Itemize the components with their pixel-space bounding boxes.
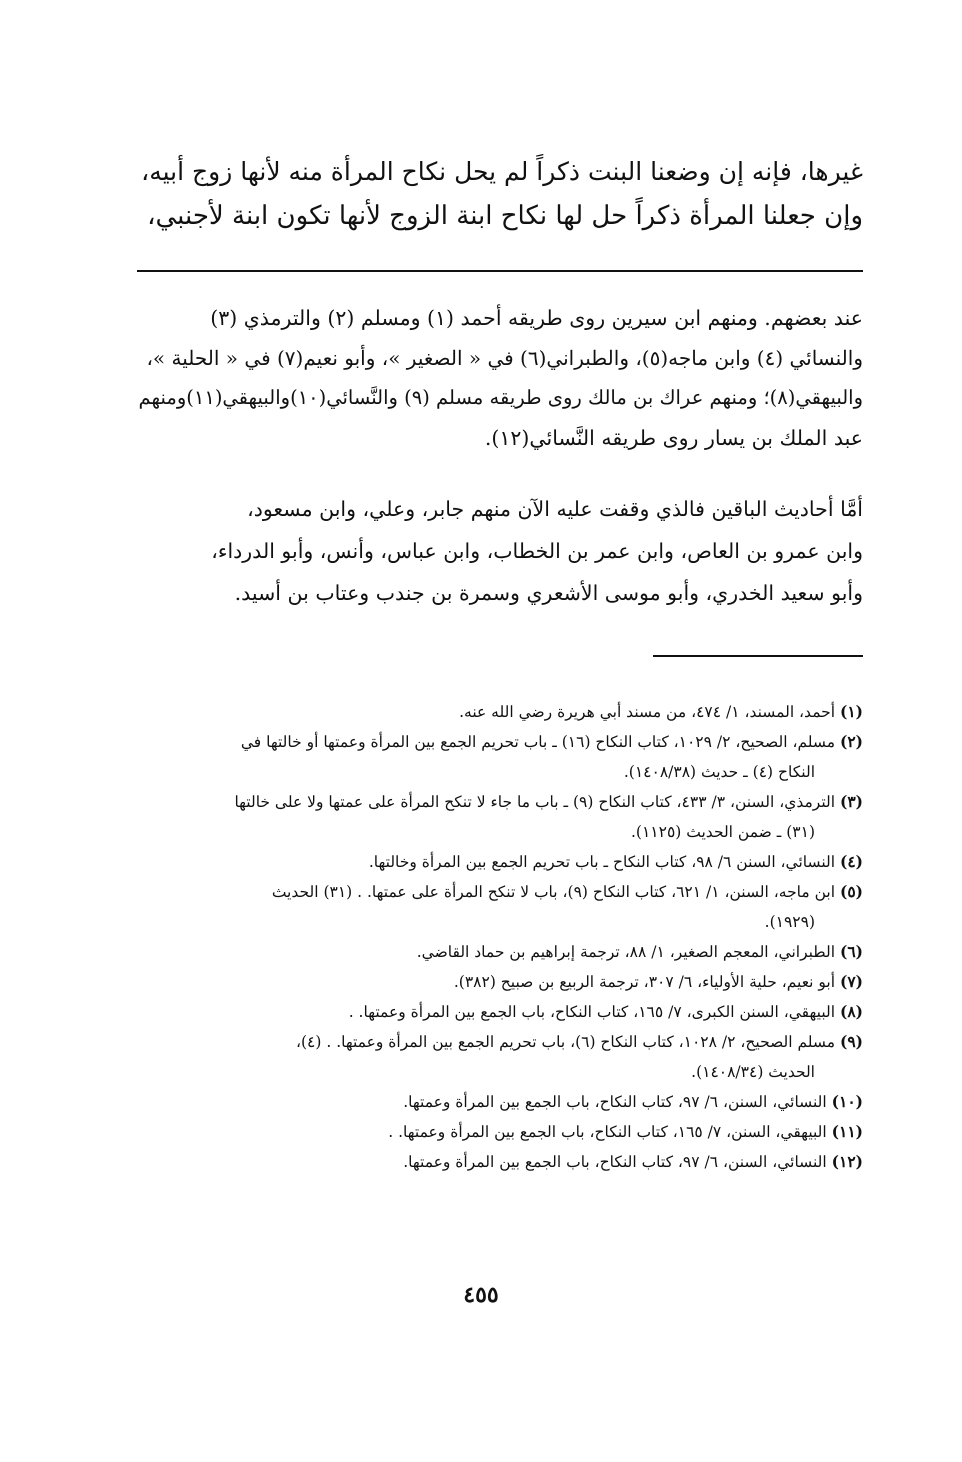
footnote-number: (١٠) [831, 1092, 863, 1111]
footnote-text: الطبراني، المعجم الصغير، ١/ ٨٨، ترجمة إبراهيم بن حماد القاضي. [416, 943, 836, 961]
footnote-number: (٩) [839, 1032, 863, 1051]
sub-line: عبد الملك بن يسار روى طريقه النَّسائي(١٢). [484, 426, 863, 450]
narrators-paragraph [135, 488, 863, 614]
footnote-item [135, 967, 863, 997]
footnote-number: (٦) [839, 942, 863, 961]
footnote-item [135, 1087, 863, 1117]
footnote-number: (٣) [839, 792, 863, 811]
footnote-text: (٣١) ـ ضمن الحديث (١١٢٥). [631, 823, 815, 841]
footnote-text: مسلم الصحيح، ٢/ ١٠٢٨، كتاب النكاح (٦)، باب تحريم الجمع بين المرأة وعمتها. . (٤)، [295, 1033, 836, 1051]
sub-line: والبيهقي(٨)؛ ومنهم عراك بن مالك روى طريقه مسلم (٩) والنَّسائي(١٠)والبيهقي(١١)ومنهم [138, 386, 863, 409]
footnote-continuation [135, 907, 863, 937]
section-divider [137, 270, 863, 272]
footnote-item [135, 1117, 863, 1147]
sub-line: عند بعضهم. ومنهم ابن سيرين روى طريقه أحمد (١) ومسلم (٢) والترمذي (٣) [210, 306, 863, 330]
footnote-item [135, 877, 863, 907]
footnote-number: (٢) [839, 732, 863, 751]
footnote-text: مسلم، الصحيح، ٢/ ١٠٢٩، كتاب النكاح (١٦) ـ باب تحريم الجمع بين المرأة وعمتها أو خالتها في [240, 733, 836, 751]
footnote-divider [653, 655, 863, 657]
footnote-number: (١١) [831, 1122, 863, 1141]
footnote-number: (١) [839, 702, 863, 721]
para2-line: وأبو سعيد الخدري، وأبو موسى الأشعري وسمرة بن جندب وعتاب بن أسيد. [234, 581, 863, 605]
footnote-item [135, 727, 863, 757]
footnote-text: (١٩٢٩). [764, 913, 815, 931]
footnote-number: (٨) [839, 1002, 863, 1021]
footnote-item [135, 787, 863, 817]
footnote-item [135, 1147, 863, 1177]
footnote-number: (٤) [839, 852, 863, 871]
para2-line: وابن عمرو بن العاص، وابن عمر بن الخطاب، وابن عباس، وأنس، وأبو الدرداء، [211, 539, 863, 563]
footnote-number: (١٢) [831, 1152, 863, 1171]
footnote-continuation [135, 817, 863, 847]
footnote-text: النسائي، السنن، ٦/ ٩٧، كتاب النكاح، باب الجمع بين المرأة وعمتها. [403, 1093, 827, 1111]
footnote-text: أحمد، المسند، ١/ ٤٧٤، من مسند أبي هريرة رضي الله عنه. [459, 703, 836, 721]
footnote-text: الترمذي، السنن، ٣/ ٤٣٣، كتاب النكاح (٩) ـ باب ما جاء لا تنكح المرأة على عمتها ولا على خالتها [234, 793, 836, 811]
footnote-item [135, 997, 863, 1027]
footnote-text: النكاح (٤) ـ حديث (١٤٠٨/٣٨). [623, 763, 815, 781]
footnote-number: (٥) [839, 882, 863, 901]
footnote-text: أبو نعيم، حلية الأولياء، ٦/ ٣٠٧، ترجمة الربيع بن صبيح (٣٨٢). [453, 973, 836, 991]
footnote-text: الحديث (١٤٠٨/٣٤). [691, 1063, 815, 1081]
footnote-text: النسائي، السنن، ٦/ ٩٧، كتاب النكاح، باب الجمع بين المرأة وعمتها. [403, 1153, 827, 1171]
sub-line: والنسائي (٤) وابن ماجه(٥)، والطبراني(٦) في « الصغير »، وأبو نعيم(٧) في « الحلية »، [146, 346, 863, 370]
main-paragraph [135, 150, 863, 238]
footnote-text: النسائي، السنن ٦/ ٩٨، كتاب النكاح ـ باب تحريم الجمع بين المرأة وخالتها. [368, 853, 836, 871]
page-number: ٤٥٥ [463, 1282, 499, 1308]
footnote-text: ابن ماجه، السنن، ١/ ٦٢١، كتاب النكاح (٩)، باب لا تنكح المرأة على عمتها. . (٣١) الحديث [271, 883, 836, 901]
footnotes [135, 697, 863, 1177]
footnote-item [135, 847, 863, 877]
hadith-chain-paragraph [135, 298, 863, 458]
footnote-text: البيهقي، السنن الكبرى، ٧/ ١٦٥، كتاب النكاح، باب الجمع بين المرأة وعمتها. . [348, 1003, 836, 1021]
footnote-item [135, 937, 863, 967]
footnote-item [135, 697, 863, 727]
footnote-number: (٧) [839, 972, 863, 991]
footnote-item [135, 1027, 863, 1057]
footnote-continuation [135, 757, 863, 787]
main-line: وإن جعلنا المرأة ذكراً حل لها نكاح ابنة الزوج لأنها تكون ابنة لأجنبي، [147, 201, 863, 231]
para2-line: أمَّا أحاديث الباقين فالذي وقفت عليه الآن منهم جابر، وعلي، وابن مسعود، [247, 497, 863, 521]
footnote-continuation [135, 1057, 863, 1087]
footnote-text: البيهقي، السنن، ٧/ ١٦٥، كتاب النكاح، باب الجمع بين المرأة وعمتها. . [388, 1123, 827, 1141]
main-line: غيرها، فإنه إن وضعنا البنت ذكراً لم يحل نكاح المرأة منه لأنها زوج أبيه، [141, 157, 863, 186]
